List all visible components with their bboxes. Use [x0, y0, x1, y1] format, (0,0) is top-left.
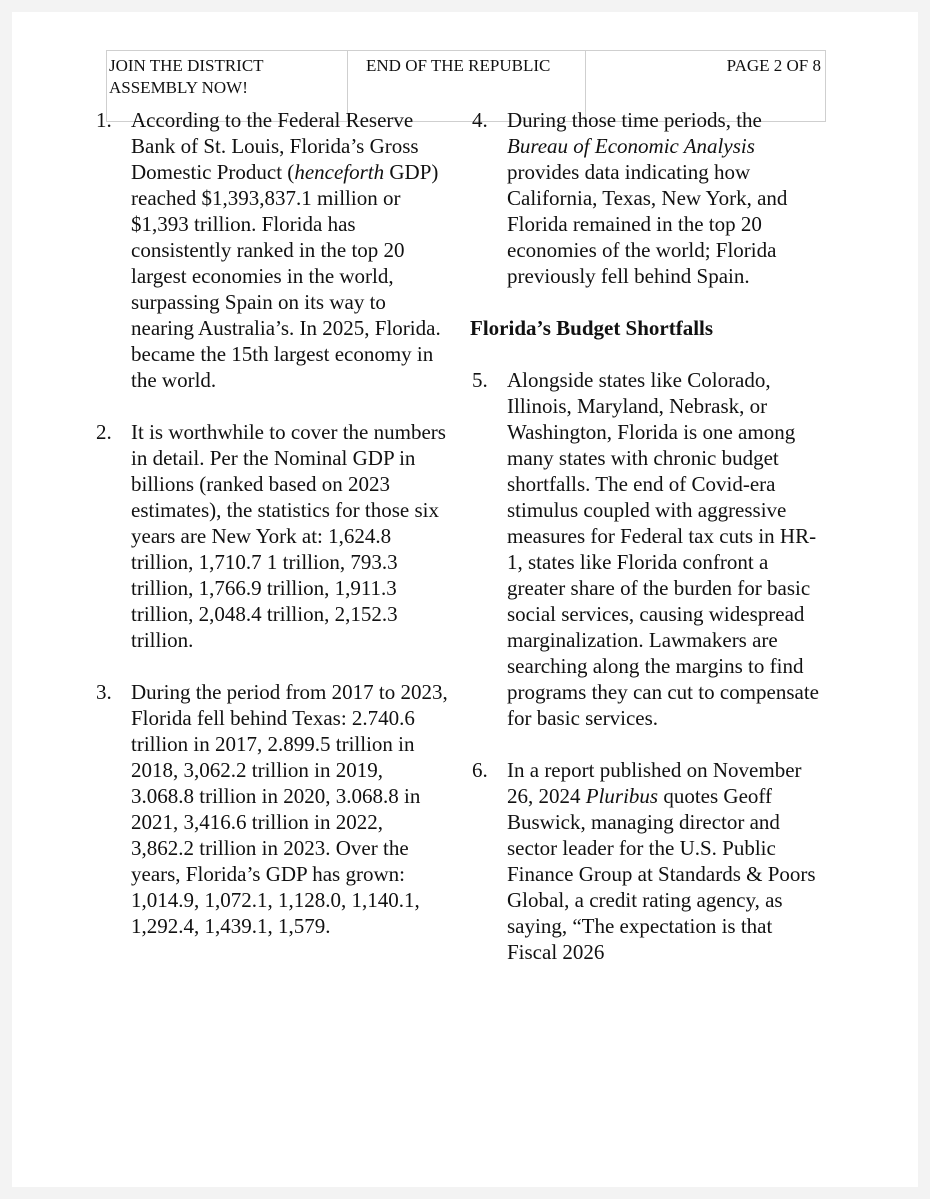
list-item-1 — [94, 107, 449, 393]
header-left-cell: JOIN THE DISTRICT ASSEMBLY NOW! — [107, 51, 348, 121]
list-item-6 — [470, 757, 820, 965]
list-number: 1. — [96, 108, 112, 132]
left-column — [94, 107, 449, 965]
list-item-3 — [94, 679, 449, 939]
right-column — [470, 107, 820, 991]
list-number: 5. — [472, 368, 488, 392]
list-number: 3. — [96, 680, 112, 704]
list-item-text: During the period from 2017 to 2023, Florida fell behind Texas: 2.740.6 trillion in 2017, 2.899.5 trillion in 2018, 3,062.2 trillion in 2019, 3.068.8 trillion in 2020, 3.068.8 in 2021, 3,416.6 trillion in 2022, 3,862.2 trillion in 2023. Over the years, Florida’s GDP has grown: 1,014.9, 1,072.1, 1,128.0, 1,140.1, 1,292.4, 1,439.1, 1,579. — [131, 680, 448, 938]
section-heading: Florida’s Budget Shortfalls — [470, 316, 714, 340]
list-number: 4. — [472, 108, 488, 132]
list-item-text: Alongside states like Colorado, Illinois, Maryland, Nebrask, or Washington, Florida is one among many states with chronic budget shortfalls. The end of Covid-era stimulus coupled with aggressive measures for Federal tax cuts in HR-1, states like Florida confront a greater share of the burden for basic social services, causing widespread marginalization. Lawmakers are searching along the margins to find programs they can cut to compensate for basic services. — [507, 368, 819, 730]
header-center-cell: END OF THE REPUBLIC — [348, 51, 586, 121]
list-item-text: During those time periods, the Bureau of Economic Analysis provides data indicating how California, Texas, New York, and Florida remained in the top 20 economies of the world; Florida previously fell behind Spain. — [507, 108, 788, 288]
list-number: 2. — [96, 420, 112, 444]
list-item-5 — [470, 367, 820, 731]
list-item-4 — [470, 107, 820, 289]
list-number: 6. — [472, 758, 488, 782]
list-item-text: According to the Federal Reserve Bank of St. Louis, Florida’s Gross Domestic Product (henceforth GDP) reached $1,393,837.1 million or $1,393 trillion. Florida has consistently ranked in the top 20 largest economies in the world, surpassing Spain on its way to nearing Australia’s. In 2025, Florida. became the 15th largest economy in the world. — [131, 108, 441, 392]
list-item-text: It is worthwhile to cover the numbers in detail. Per the Nominal GDP in billions (ranked based on 2023 estimates), the statistics for those six years are New York at: 1,624.8 trillion, 1,710.7 1 trillion, 793.3 trillion, 1,766.9 trillion, 1,911.3 trillion, 2,048.4 trillion, 2,152.3 trillion. — [131, 420, 446, 652]
list-item-text: In a report published on November 26, 2024 Pluribus quotes Geoff Buswick, managing director and sector leader for the U.S. Public Finance Group at Standards & Poors Global, a credit rating agency, as saying, “The expectation is that Fiscal 2026 — [507, 758, 816, 964]
list-item-2 — [94, 419, 449, 653]
header-page-number: PAGE 2 OF 8 — [726, 56, 821, 75]
